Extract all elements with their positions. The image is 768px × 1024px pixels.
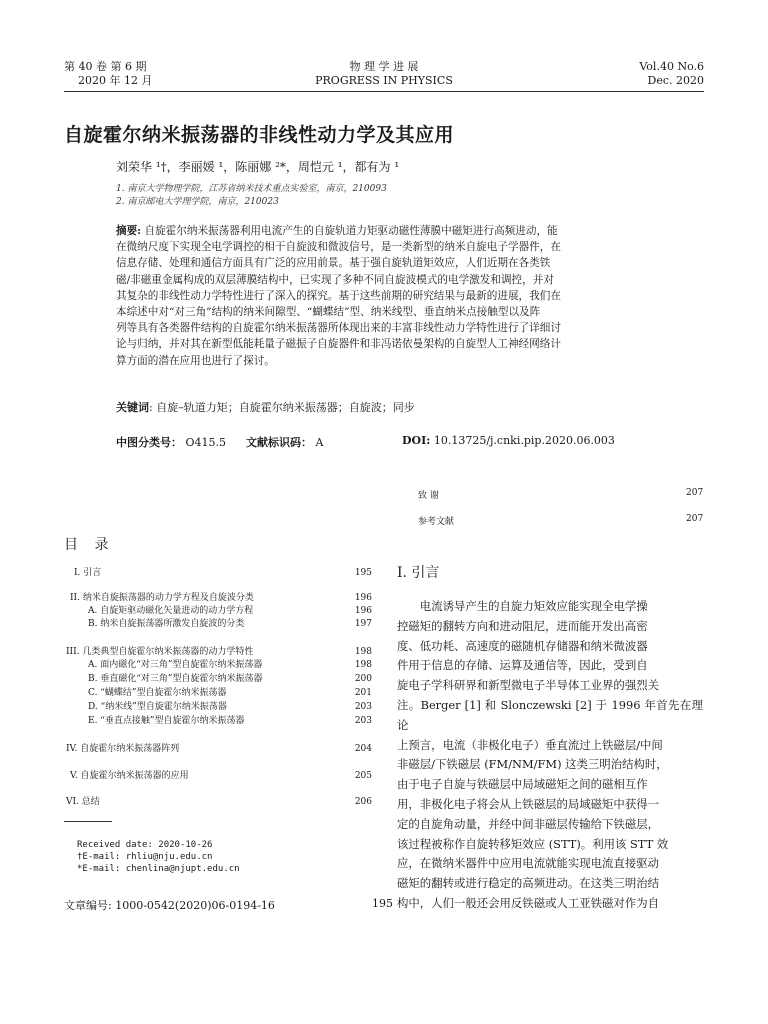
clc-value: O415.5 <box>185 436 227 449</box>
body-line: 件用于信息的存储、运算及通信等，因此，受到自 <box>397 658 648 673</box>
body-line: 度、低功耗、高速度的磁随机存储器和纳米微波器 <box>397 638 648 653</box>
article-number: 文章编号: 1000-0542(2020)06-0194-16 <box>64 899 275 912</box>
abstract-line: 自旋霍尔纳米振荡器利用电流产生的自旋轨道力矩驱动磁性薄膜中磁矩进行高频进动，能 <box>144 225 558 237</box>
body-line: 非磁层/下铁磁层 (FM/NM/FM) 这类三明治结构时， <box>397 757 668 772</box>
journal-volume-en: Vol.40 No.6 <box>639 60 704 73</box>
doi-value: 10.13725/j.cnki.pip.2020.06.003 <box>433 434 615 447</box>
keywords-text: : 自旋–轨道力矩；自旋霍尔纳米振荡器；自旋波；同步 <box>149 401 415 414</box>
footnote-rule <box>64 821 112 822</box>
body-line: 用，非极化电子将会从上铁磁层的局域磁矩中获得一 <box>397 796 659 811</box>
body-line: 电流诱导产生的自旋力矩效应能实现全电学操 <box>419 599 648 613</box>
intro-paragraph <box>397 597 703 914</box>
header-rule <box>64 91 704 92</box>
doi-label: DOI: <box>402 434 431 447</box>
toc-references-page: 207 <box>686 514 704 524</box>
doc-label: 文献标识码： <box>246 436 312 449</box>
journal-date-en: Dec. 2020 <box>647 74 704 87</box>
abstract <box>116 223 616 369</box>
body-line: 由于电子自旋与铁磁层中局域磁矩之间的磁相互作 <box>397 777 648 792</box>
paper-title: 自旋霍尔纳米振荡器的非线性动力学及其应用 <box>64 124 455 146</box>
abstract-label: 摘要: <box>116 225 142 237</box>
body-line: 应，在微纳米器件中应用电流就能实现电流直接驱动 <box>397 856 659 871</box>
journal-date: 2020 年 12 月 <box>78 74 153 87</box>
body-line: 磁矩的翻转或进行稳定的高频进动。在这类三明治结 <box>397 876 659 891</box>
author-list: 刘荣华 ¹†，李丽媛 ¹，陈丽娜 ²*，周恺元 ¹，都有为 ¹ <box>116 160 400 174</box>
body-line: 旋电子学科研界和新型微电子半导体工业界的强烈关 <box>397 678 659 693</box>
affiliation-1: 1. 南京大学物理学院，江苏省纳米技术重点实验室，南京，210093 <box>116 184 387 194</box>
journal-name-en: PROGRESS IN PHYSICS <box>315 74 453 87</box>
abstract-line: 列等具有各类器件结构的自旋霍尔纳米振荡器所体现出来的丰富非线性动力学特性进行了详细讨 <box>116 322 561 335</box>
document-code <box>246 434 323 450</box>
abstract-line: 在微纳尺度下实现全电学调控的相干自旋波和微波信号，是一类新型的纳米自旋电子学器件，在 <box>116 241 561 254</box>
body-line: 构中，人们一般还会用反铁磁或人工亚铁磁对作为自 <box>397 895 659 910</box>
page-number: 195 <box>372 897 393 910</box>
abstract-line: 论与归纳，并对其在新型低能耗量子磁振子自旋器件和非冯诺依曼架构的自旋型人工神经网络计 <box>116 338 561 351</box>
email-corresponding-1[interactable]: †E-mail: rhliu@nju.edu.cn <box>77 852 213 862</box>
body-line: 定的自旋角动量，并经中间非磁层传输给下铁磁层， <box>397 816 659 831</box>
doi <box>402 434 615 447</box>
section-title: I. 引言 <box>397 565 440 581</box>
body-line: 注。Berger [1] 和 Slonczewski [2] 于 1996 年首先在理论 <box>397 697 703 732</box>
abstract-line: 算方面的潜在应用也进行了探讨。 <box>116 354 275 367</box>
body-line: 该过程被称作自旋转移矩效应 (STT)。利用该 STT 效 <box>397 836 669 851</box>
journal-volume: 第 40 卷 第 6 期 <box>64 60 147 73</box>
affiliation-2: 2. 南京邮电大学理学院，南京，210023 <box>116 197 279 207</box>
body-line: 控磁矩的翻转方向和进动阻尼，进而能开发出高密 <box>397 618 648 633</box>
email-corresponding-2[interactable]: *E-mail: chenlina@njupt.edu.cn <box>77 864 240 874</box>
clc-number <box>116 434 226 450</box>
abstract-line: 本综述中对“对三角”结构的纳米间隙型、“蝴蝶结”型、纳米线型、垂直纳米点接触型以及阵 <box>116 306 541 319</box>
received-date: Received date: 2020-10-26 <box>77 840 213 850</box>
doc-value: A <box>315 436 324 449</box>
toc-title: 目 录 <box>64 537 115 553</box>
abstract-line: 磁/非磁重金属构成的双层薄膜结构中，已实现了多种不同自旋波模式的电学激发和调控，并对 <box>116 273 554 286</box>
clc-label: 中图分类号： <box>116 436 182 449</box>
keywords <box>116 399 415 415</box>
toc-acknowledgement[interactable]: 致 谢 <box>418 491 439 501</box>
abstract-line: 其复杂的非线性动力学特性进行了深入的探究。基于这些前期的研究结果与最新的进展，我们在 <box>116 289 561 302</box>
keywords-label: 关键词 <box>116 401 149 414</box>
body-line: 上预言，电流（非极化电子）垂直流过上铁磁层/中间 <box>397 737 663 752</box>
abstract-line: 信息存储、处理和通信方面具有广泛的应用前景。基于强自旋轨道矩效应，人们近期在各类铁 <box>116 257 551 270</box>
toc-acknowledgement-page: 207 <box>686 488 704 498</box>
journal-name-cn: 物 理 学 进 展 <box>349 60 419 73</box>
toc-references[interactable]: 参考文献 <box>418 517 455 527</box>
